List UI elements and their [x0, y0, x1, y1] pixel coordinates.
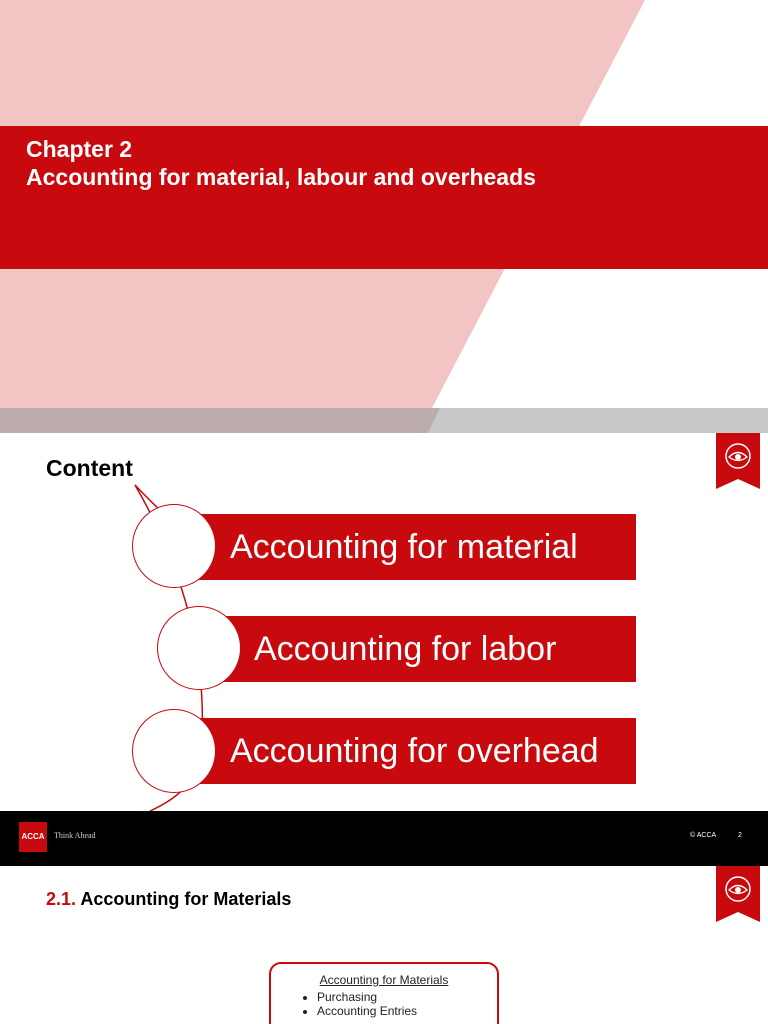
acca-logo: ACCA — [19, 822, 47, 852]
content-item-circle — [132, 709, 216, 793]
content-item-1[interactable] — [193, 514, 636, 580]
content-item-2[interactable] — [217, 616, 636, 682]
page-number: 2 — [738, 832, 742, 839]
section-number: 2.1. — [46, 889, 77, 909]
section-title: Accounting for Materials — [80, 889, 292, 909]
materials-slide — [0, 866, 768, 1024]
content-item-label: Accounting for material — [230, 528, 578, 566]
copyright: © ACCA — [690, 832, 717, 839]
section-heading — [46, 889, 291, 910]
list-item: • Purchasing — [317, 990, 417, 1004]
slide-heading: Content — [46, 455, 133, 481]
list-item: • Accounting Entries — [317, 1004, 417, 1018]
title-slide — [0, 0, 768, 433]
title-block — [26, 135, 536, 191]
tagline: Think Ahead — [54, 831, 96, 840]
chapter-label: Chapter 2 — [26, 136, 133, 162]
content-item-circle — [157, 606, 241, 690]
box-title: Accounting for Materials — [319, 973, 449, 987]
materials-box — [269, 962, 499, 1024]
content-item-label: Accounting for overhead — [230, 732, 599, 770]
grey-band-overlap — [0, 408, 440, 433]
content-item-label: Accounting for labor — [254, 630, 557, 668]
content-item-circle — [132, 504, 216, 588]
content-slide — [0, 433, 768, 866]
eye-icon — [716, 866, 760, 922]
chapter-title: Accounting for material, labour and overheads — [26, 164, 536, 190]
box-bullet-list — [303, 990, 417, 1018]
content-item-3[interactable] — [193, 718, 636, 784]
slide-footer — [0, 811, 768, 866]
